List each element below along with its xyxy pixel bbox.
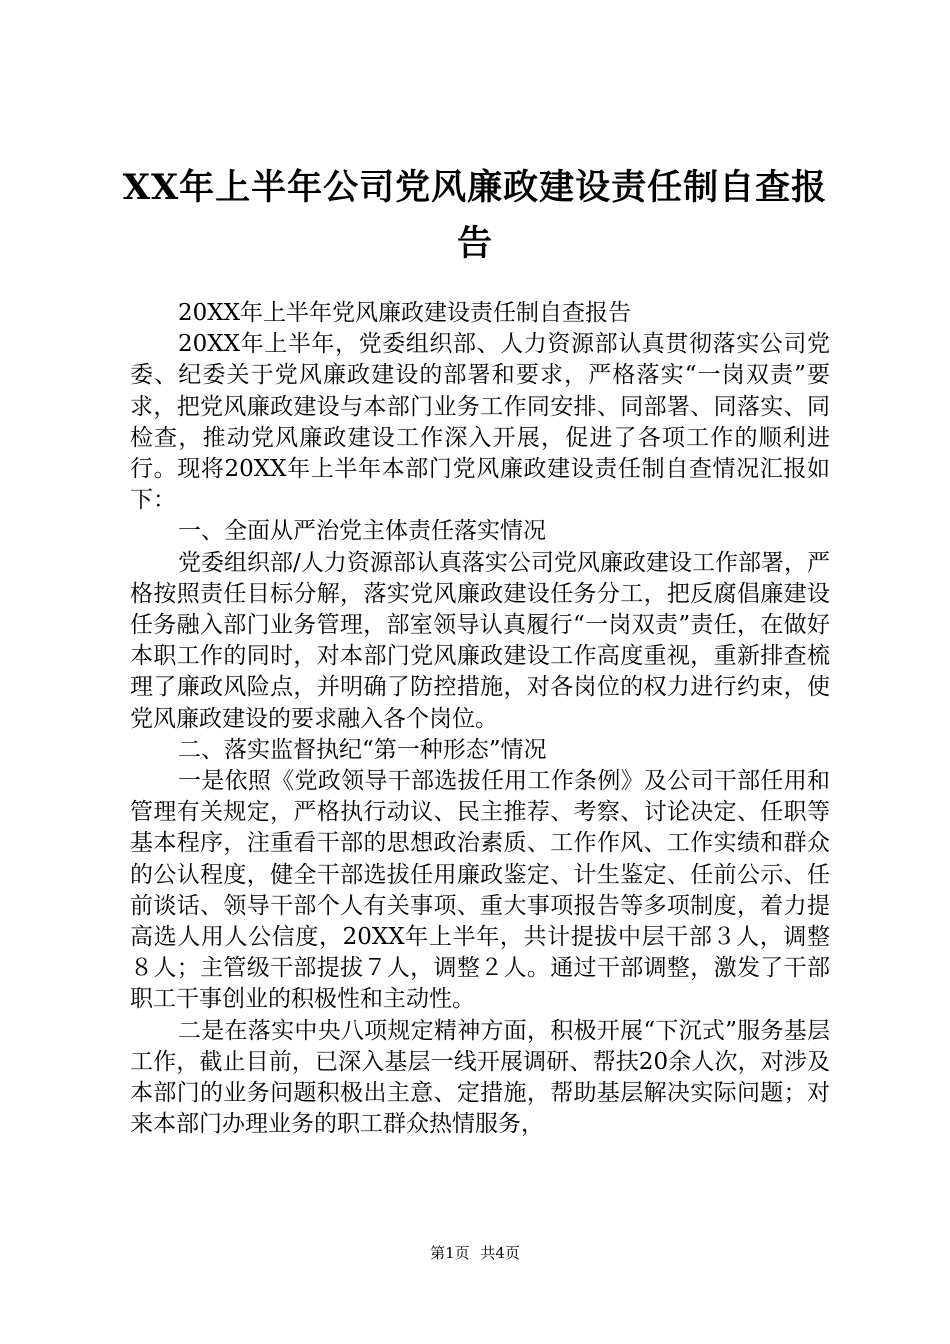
section-heading-1: 一、全面从严治党主体责任落实情况 xyxy=(178,518,546,545)
paragraph-subtitle: 20XX年上半年党风廉政建设责任制自查报告 xyxy=(178,300,632,326)
paragraph-section-2-item-1: 一是依照《党政领导干部选拔任用工作条例》及公司干部任用和管理有关规定，严格执行动议、民主推荐、考察、讨论决定、任职等基本程序，注重看干部的思想政治素质、工作作风、工作实绩和群众的公认程度，健全干部选拔任用廉政鉴定、计生鉴定、任前公示、任前谈话、领导干部个人有关事项、重大事项报告等多项制度，着力提高选人用人公信度，20XX年上半年，共计提拔中层干部３人，调整８人；主管级干部提拔７人，调整２人。通过干部调整，激发了干部职工干事创业的积极性和主动性。 xyxy=(130,768,830,1013)
paragraph-section-1: 党委组织部/人力资源部认真落实公司党风廉政建设工作部署，严格按照责任目标分解，落实党风廉政建设任务分工，把反腐倡廉建设任务融入部门业务管理，部室领导认真履行“一岗双责”责任，在做好本职工作的同时，对本部门党风廉政建设工作高度重视，重新排查梳理了廉政风险点，并明确了防控措施，对各岗位的权力进行约束，使党风廉政建设的要求融入各个岗位。 xyxy=(130,549,830,732)
document-title: XX年上半年公司党风廉政建设责任制自查报告 xyxy=(122,167,828,264)
page-number: 第1页 xyxy=(430,1244,470,1262)
paragraph-section-2-item-2: 二是在落实中央八项规定精神方面，积极开展“下沉式”服务基层工作，截止目前，已深入基层一线开展调研、帮扶20余人次，对涉及本部门的业务问题积极出主意、定措施，帮助基层解决实际问题；对来本部门办理业务的职工群众热情服务， xyxy=(130,1017,830,1138)
page-total: 共4页 xyxy=(480,1244,520,1262)
paragraph-intro: 20XX年上半年，党委组织部、人力资源部认真贯彻落实公司党委、纪委关于党风廉政建设的部署和要求，严格落实“一岗双责”要求，把党风廉政建设与本部门业务工作同安排、同部署、同落实、同检查，推动党风廉政建设工作深入开展，促进了各项工作的顺利进行。现将20XX年上半年本部门党风廉政建设责任制自查情况汇报如下： xyxy=(130,331,830,514)
document-body xyxy=(130,298,830,1140)
section-heading-2: 二、落实监督执纪“第一种形态”情况 xyxy=(178,736,547,763)
page-footer xyxy=(0,1243,950,1263)
